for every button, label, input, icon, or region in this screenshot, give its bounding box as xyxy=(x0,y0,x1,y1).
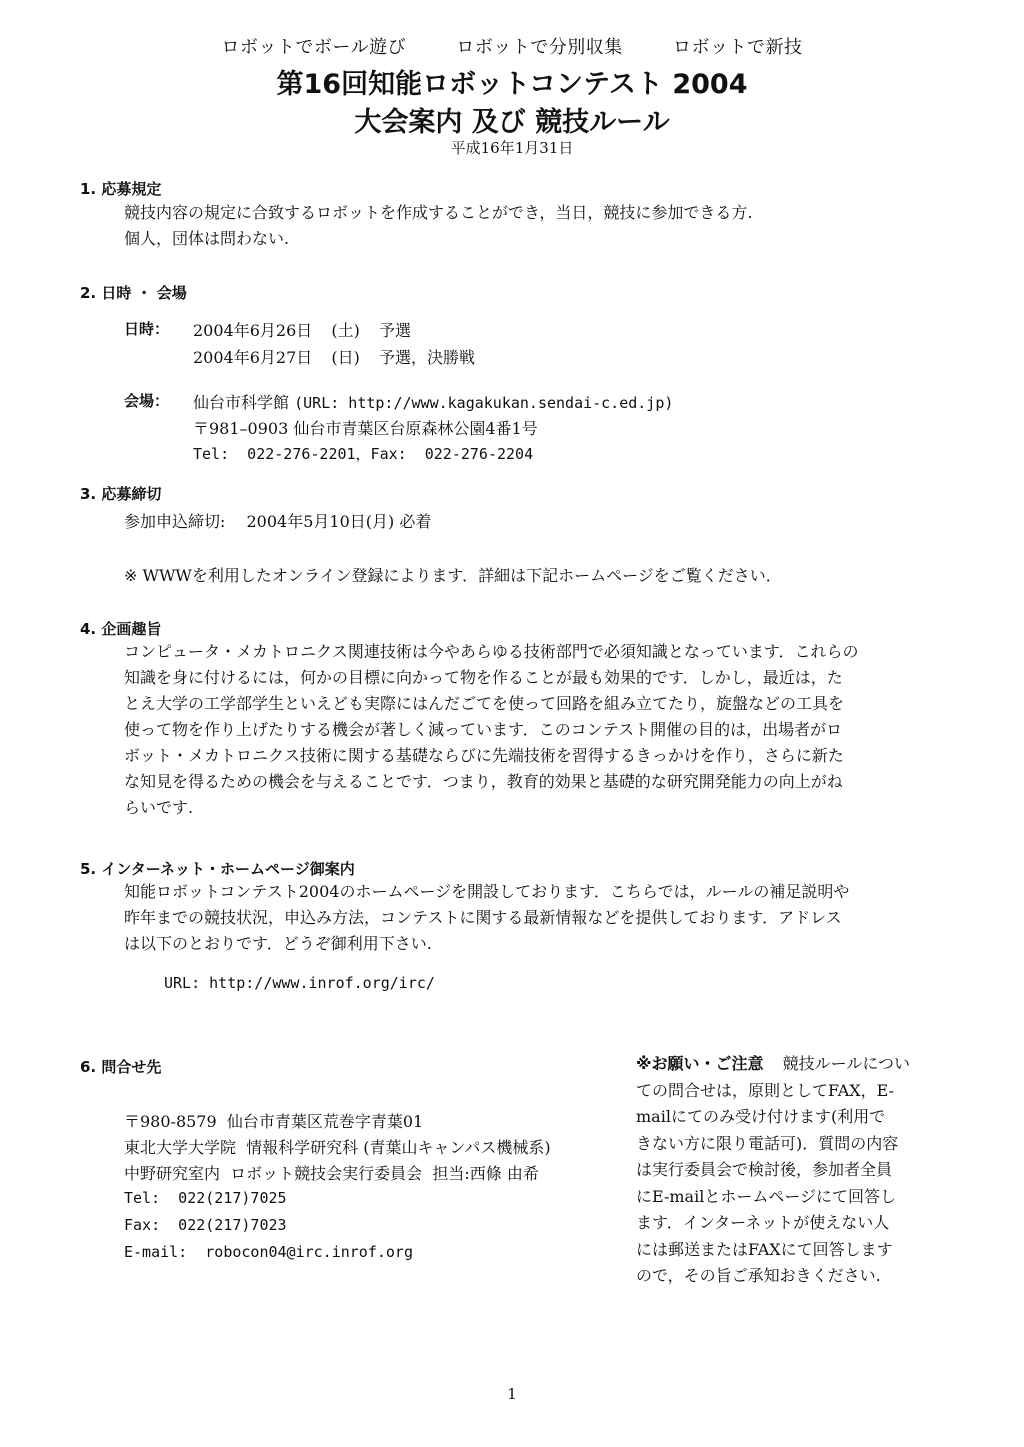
deadline-label: 参加申込締切: xyxy=(124,512,226,531)
notice-line: は実行委員会で検討後，参加者全員 xyxy=(636,1160,893,1179)
date-2: 2004年6月27日 xyxy=(193,348,313,367)
contact-fax: Fax: 022(217)7023 xyxy=(124,1216,287,1234)
section-1-line: 個人，団体は問わない. xyxy=(124,229,290,248)
section-5-line: 昨年までの競技状況，申込み方法，コンテストに関する最新情報などを提供しております．アドレス xyxy=(124,908,842,927)
section-5-body xyxy=(124,879,939,957)
section-1-heading: 1. 応募規定 xyxy=(80,180,162,198)
contact-email[interactable]: E-mail: robocon04@irc.inrof.org xyxy=(124,1243,413,1261)
section-4-line: コンピュータ・メカトロニクス関連技術は今やあらゆる技術部門で必須知識となっています．これらの xyxy=(124,642,859,661)
tagline-1: ロボットでボール遊び xyxy=(221,37,407,58)
section-4-body xyxy=(124,639,939,821)
deadline-value: 2004年5月10日(月) 必着 xyxy=(246,512,432,531)
notice-line: ので，その旨ご承知おきください. xyxy=(636,1266,881,1285)
section-4-line: とえ大学の工学部学生といえども実際にはんだごてを使って回路を組み立てたり，旋盤などの工具を xyxy=(124,694,845,713)
notice-title: ※お願い・ご注意 xyxy=(636,1054,764,1073)
section-4-line: ボット・メカトロニクス技術に関する基礎ならびに先端技術を習得するきっかけを作り，さらに新た xyxy=(124,746,844,765)
venue-url[interactable]: (URL: http://www.kagakukan.sendai-c.ed.jp) xyxy=(294,394,674,412)
deadline-line xyxy=(124,509,431,532)
day-2: (日) xyxy=(331,348,360,367)
page-number: 1 xyxy=(507,1385,517,1403)
notice-first-line xyxy=(636,1051,936,1078)
contact-address-2: 東北大学大学院 情報科学研究科 (青葉山キャンパス機械系) xyxy=(124,1138,551,1157)
homepage-url[interactable]: URL: http://www.inrof.org/irc/ xyxy=(164,974,435,992)
document-title: 第16回知能ロボットコンテスト 2004 xyxy=(276,69,748,100)
notice-line: ます．インターネットが使えない人 xyxy=(636,1213,890,1232)
notice-line: ての問合せは，原則としてFAX，E- xyxy=(636,1080,895,1100)
contact-address-1: 〒980-8579 仙台市青葉区荒巻字青葉01 xyxy=(124,1112,424,1131)
document-subtitle: 大会案内 及び 競技ルール xyxy=(354,107,670,138)
notice-line: きない方に限り電話可)．質問の内容 xyxy=(636,1133,899,1153)
section-5-heading: 5. インターネット・ホームページ御案内 xyxy=(80,860,355,878)
section-4-line: 使って物を作り上げたりする機会が著しく減っています．このコンテスト開催の目的は，出場者がロ xyxy=(124,720,843,739)
section-2-heading: 2. 日時 ・ 会場 xyxy=(80,284,187,302)
datetime-label: 日時： xyxy=(124,320,170,338)
day-1: (土) xyxy=(331,321,360,340)
registration-note: ※ WWWを利用したオンライン登録によります．詳細は下記ホームページをご覧ください． xyxy=(124,566,782,585)
tagline-2: ロボットで分別収集 xyxy=(456,37,623,58)
section-6-heading: 6. 問合せ先 xyxy=(80,1058,162,1076)
document-date: 平成16年1月31日 xyxy=(450,139,574,157)
date-row-1 xyxy=(193,318,411,341)
notice-line: にE-mailとホームページにて回答し xyxy=(636,1186,897,1206)
section-3-heading: 3. 応募締切 xyxy=(80,485,162,503)
notice-box xyxy=(636,1051,936,1290)
section-5-line: 知能ロボットコンテスト2004のホームページを開設しております．こちらでは，ルールの補足説明や xyxy=(124,882,850,901)
section-4-line: 知識を身に付けるには，何かの目標に向かって物を作ることが最も効果的です．しかし，最近は，た xyxy=(124,668,843,687)
notice-first-line-text: 競技ルールについ xyxy=(782,1054,911,1073)
section-5-line: は以下のとおりです．どうぞ御利用下さい. xyxy=(124,934,432,953)
notice-line: には郵送またはFAXにて回答します xyxy=(636,1239,893,1259)
section-1-line: 競技内容の規定に合致するロボットを作成することができ，当日，競技に参加できる方. xyxy=(124,203,753,222)
section-4-line: な知見を得るための機会を与えることです．つまり，教育的効果と基礎的な研究開発能力の向上がね xyxy=(124,772,843,791)
venue-address: 〒981–0903 仙台市青葉区台原森林公園4番1号 xyxy=(193,419,538,438)
event-1: 予選 xyxy=(378,321,411,340)
contact-tel: Tel: 022(217)7025 xyxy=(124,1189,287,1207)
tagline-3: ロボットで新技 xyxy=(673,37,803,58)
event-2: 予選，決勝戦 xyxy=(378,348,475,367)
taglines xyxy=(0,33,1024,59)
venue-phone: Tel: 022-276-2201，Fax: 022-276-2204 xyxy=(193,445,534,463)
venue-label: 会場： xyxy=(124,392,170,410)
date-1: 2004年6月26日 xyxy=(193,321,313,340)
section-4-heading: 4. 企画趣旨 xyxy=(80,620,162,638)
date-row-2 xyxy=(193,345,475,368)
section-1-body xyxy=(124,200,939,252)
notice-line: mailにてのみ受け付けます(利用で xyxy=(636,1107,886,1126)
venue-name: 仙台市科学館 xyxy=(193,393,290,412)
contact-address-3: 中野研究室内 ロボット競技会実行委員会 担当:西條 由希 xyxy=(124,1164,539,1183)
venue-line xyxy=(193,390,673,413)
section-4-line: らいです. xyxy=(124,798,194,817)
